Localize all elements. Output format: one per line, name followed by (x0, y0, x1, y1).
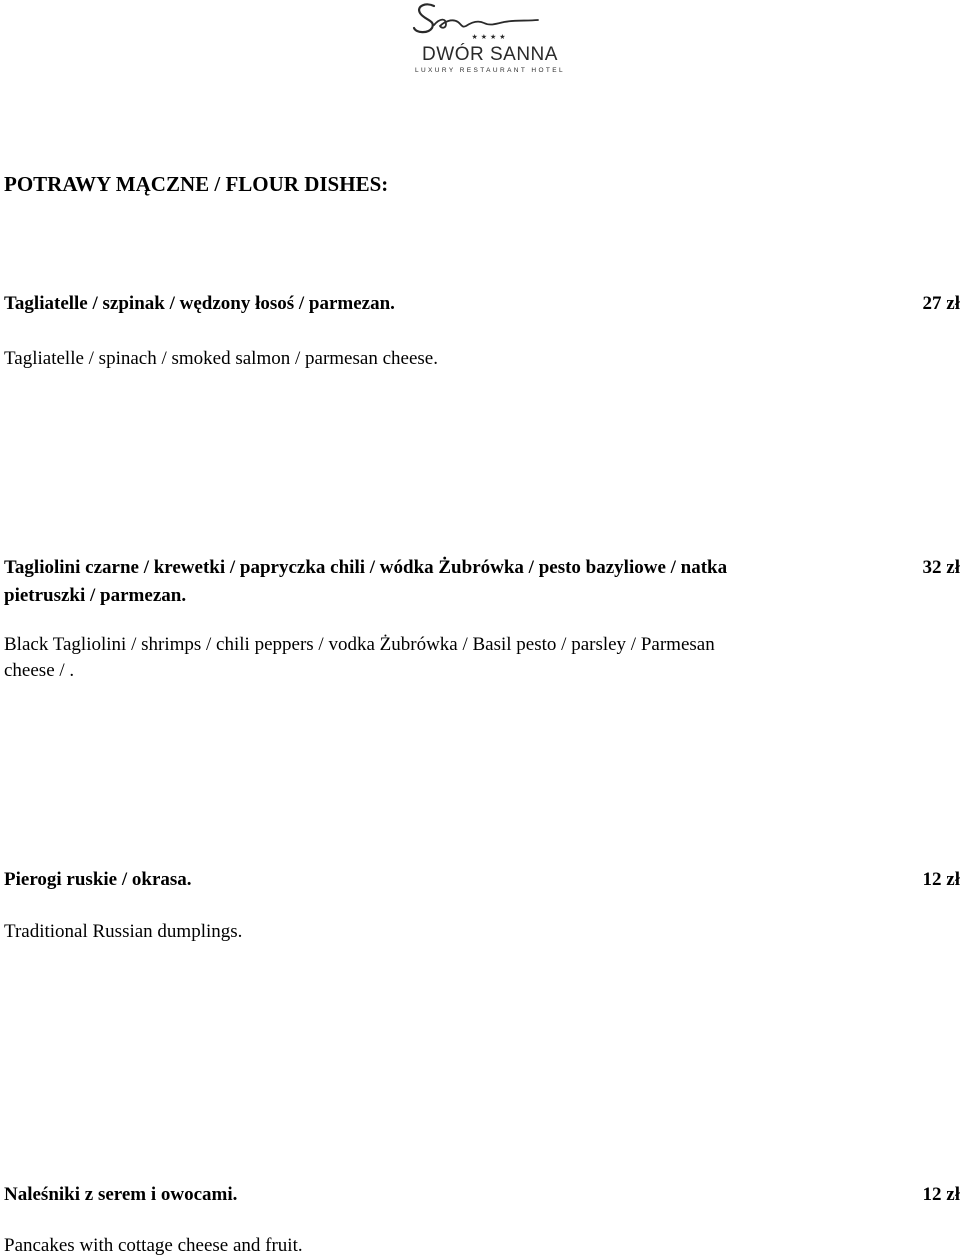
dish-name-en: Traditional Russian dumplings. (4, 921, 243, 942)
dish-name-pl: Tagliolini czarne / krewetki / papryczka chili / wódka Żubrówka / pesto bazyliowe / natka pietruszki / parmezan. (4, 557, 728, 606)
dish-name-pl: Tagliatelle / szpinak / wędzony łosoś / parmezan. (4, 293, 395, 314)
dish-price: 32 zł (922, 557, 960, 578)
dish-price: 12 zł (922, 1184, 960, 1205)
section-title: POTRAWY MĄCZNE / FLOUR DISHES: (4, 172, 389, 196)
hotel-tagline: LUXURY RESTAURANT HOTEL (414, 67, 566, 74)
dish-name-pl: Naleśniki z serem i owocami. (4, 1184, 238, 1205)
dish-name-en: Tagliatelle / spinach / smoked salmon / parmesan cheese. (4, 348, 438, 369)
dish-price: 27 zł (922, 293, 960, 314)
hotel-logo (404, 0, 576, 80)
dish-name-en: Black Tagliolini / shrimps / chili peppers / vodka Żubrówka / Basil pesto / parsley / Parmesan cheese / . (4, 634, 715, 681)
dish-name-pl: Pierogi ruskie / okrasa. (4, 869, 192, 890)
rating-stars: ★★★★ (471, 33, 509, 41)
hotel-name: DWÓR SANNA (422, 44, 558, 65)
dish-name-en: Pancakes with cottage cheese and fruit. (4, 1235, 303, 1256)
dish-price: 12 zł (922, 869, 960, 890)
